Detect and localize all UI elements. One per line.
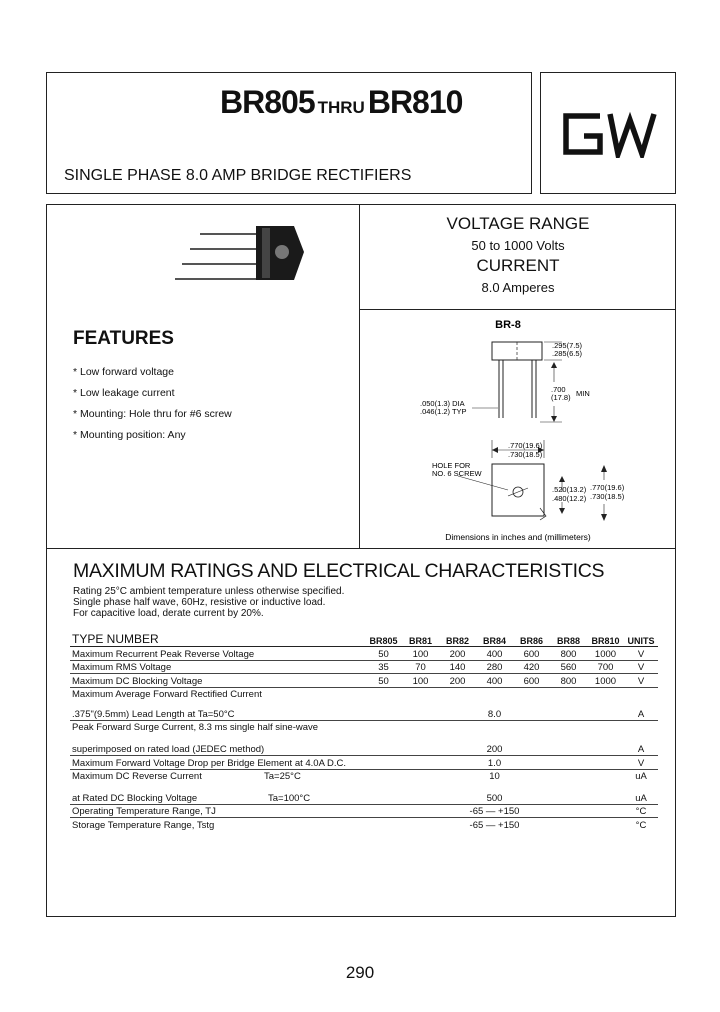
row-label: .375"(9.5mm) Lead Length at Ta=50°C	[70, 700, 365, 720]
table-row	[70, 755, 658, 769]
ir-label-2: at Rated DC Blocking Voltage	[72, 792, 198, 804]
current-value: 8.0 Amperes	[481, 280, 555, 295]
dim-h-1: .770(19.6)	[590, 483, 625, 492]
cell-value: 800	[550, 647, 587, 661]
table-row	[70, 782, 658, 804]
cell-unit: °C	[624, 804, 658, 818]
table-row	[70, 674, 658, 688]
ratings-title: MAXIMUM RATINGS AND ELECTRICAL CHARACTERISTICS	[73, 560, 605, 582]
header-cell: BR86	[513, 632, 550, 647]
cell-value: 1.0	[365, 755, 624, 769]
features-title: FEATURES	[73, 328, 174, 349]
feature-item: * Mounting position: Any	[73, 429, 186, 441]
table-row	[70, 804, 658, 818]
hole-label-2: NO. 6 SCREW	[432, 469, 482, 478]
page-number: 290	[345, 963, 375, 982]
cell-value: 50	[365, 674, 402, 688]
table-row	[70, 700, 658, 720]
cell-unit: A	[624, 733, 658, 755]
row-label: Maximum Forward Voltage Drop per Bridge Element at 4.0A D.C.	[70, 755, 365, 769]
cell-unit: V	[624, 755, 658, 769]
ir-label-1: Maximum DC Reverse Current	[72, 771, 202, 783]
cell-value: -65 — +150	[365, 804, 624, 818]
header-units: UNITS	[624, 632, 658, 647]
dim-top-2: .285(6.5)	[552, 349, 583, 358]
dim-dia-2: .046(1.2) TYP	[420, 407, 467, 416]
cell-value: 420	[513, 660, 550, 674]
dimension-caption: Dimensions in inches and (millimeters)	[445, 532, 591, 542]
thru-label: THRU	[317, 98, 365, 117]
feature-item: * Low forward voltage	[73, 366, 174, 378]
table-row	[70, 647, 658, 661]
row-label	[70, 782, 365, 804]
header-cell: BR805	[365, 632, 402, 647]
package-label: BR-8	[495, 319, 521, 331]
row-label: Peak Forward Surge Current, 8.3 ms single half sine-wave	[72, 722, 319, 734]
dimension-drawing	[362, 312, 674, 548]
table-row	[70, 818, 658, 831]
table-row	[70, 720, 658, 733]
cell-unit: V	[624, 647, 658, 661]
feature-item: * Mounting: Hole thru for #6 screw	[73, 408, 232, 420]
row-label: Maximum DC Blocking Voltage	[70, 674, 365, 688]
cell-value: 100	[402, 647, 439, 661]
rating-note: For capacitive load, derate current by 20%.	[73, 608, 264, 619]
header-type-number: TYPE NUMBER	[70, 632, 365, 647]
header-cell: BR81	[402, 632, 439, 647]
row-label: Maximum RMS Voltage	[70, 660, 365, 674]
cell-value: 280	[476, 660, 513, 674]
cell-value: 500	[365, 782, 624, 804]
row-label: Maximum Average Forward Rectified Current	[72, 689, 262, 701]
cell-value: 140	[439, 660, 476, 674]
part-from: BR805	[220, 84, 315, 120]
ratings-table	[70, 632, 658, 831]
cell-value: 200	[365, 733, 624, 755]
page-subtitle: SINGLE PHASE 8.0 AMP BRIDGE RECTIFIERS	[64, 167, 412, 184]
table-header-row	[70, 632, 658, 647]
table-row	[70, 733, 658, 755]
divider-horizontal	[46, 548, 676, 549]
divider-specs	[359, 309, 676, 310]
cell-value: 35	[365, 660, 402, 674]
cell-unit: V	[624, 674, 658, 688]
cell-value: 200	[439, 674, 476, 688]
cell-value: 400	[476, 647, 513, 661]
current-label: CURRENT	[476, 256, 560, 275]
voltage-range-value: 50 to 1000 Volts	[471, 238, 565, 253]
cell-value: -65 — +150	[469, 819, 520, 831]
rating-note: Single phase half wave, 60Hz, resistive or inductive load.	[73, 597, 326, 608]
header-cell: BR88	[550, 632, 587, 647]
cell-value: 1000	[587, 674, 624, 688]
gw-logo	[560, 110, 660, 158]
cell-value: 100	[402, 674, 439, 688]
cell-value: 600	[513, 674, 550, 688]
cell-value: 10	[489, 771, 500, 783]
table-row	[70, 769, 658, 782]
row-label: Maximum Recurrent Peak Reverse Voltage	[70, 647, 365, 661]
dim-width-2: .730(18.5)	[508, 450, 543, 459]
cell-unit: °C	[635, 819, 647, 831]
dim-width-1: .770(19.6)	[508, 441, 543, 450]
cell-unit: V	[624, 660, 658, 674]
dim-lead-3: MIN	[576, 389, 590, 398]
row-label: Storage Temperature Range, Tstg	[72, 819, 215, 831]
table-row	[70, 687, 658, 700]
ir-condition-2: Ta=100°C	[268, 792, 311, 804]
cell-value: 400	[476, 674, 513, 688]
cell-unit: A	[624, 700, 658, 720]
cell-unit: uA	[635, 771, 647, 783]
voltage-range-label: VOLTAGE RANGE	[446, 214, 590, 233]
cell-value: 70	[402, 660, 439, 674]
dim-mid-2: .480(12.2)	[552, 494, 587, 503]
component-image	[170, 222, 310, 292]
dim-lead-2: (17.8)	[551, 393, 571, 402]
logo-text: GW	[560, 110, 562, 111]
part-number-title	[220, 84, 462, 121]
row-label: superimposed on rated load (JEDEC method)	[70, 733, 365, 755]
dim-top-1: .295(7.5)	[552, 341, 583, 350]
cell-unit: uA	[624, 782, 658, 804]
row-label	[70, 769, 365, 782]
cell-value: 800	[550, 674, 587, 688]
dim-mid-1: .520(13.2)	[552, 485, 587, 494]
cell-value: 1000	[587, 647, 624, 661]
cell-value: 200	[439, 647, 476, 661]
hole-label-1: HOLE FOR	[432, 461, 471, 470]
ir-condition-1: Ta=25°C	[264, 771, 301, 783]
cell-value: 50	[365, 647, 402, 661]
cell-value: 600	[513, 647, 550, 661]
header-cell: BR810	[587, 632, 624, 647]
row-label: Operating Temperature Range, TJ	[70, 804, 365, 818]
cell-value: 700	[587, 660, 624, 674]
table-row	[70, 660, 658, 674]
feature-item: * Low leakage current	[73, 387, 175, 399]
header-cell: BR82	[439, 632, 476, 647]
cell-value: 560	[550, 660, 587, 674]
part-to: BR810	[367, 84, 463, 120]
dim-dia-1: .050(1.3) DIA	[420, 399, 465, 408]
dim-lead-1: .700	[551, 385, 566, 394]
rating-note: Rating 25°C ambient temperature unless otherwise specified.	[73, 586, 345, 597]
cell-value: 8.0	[365, 700, 624, 720]
dim-h-2: .730(18.5)	[590, 492, 625, 501]
header-cell: BR84	[476, 632, 513, 647]
